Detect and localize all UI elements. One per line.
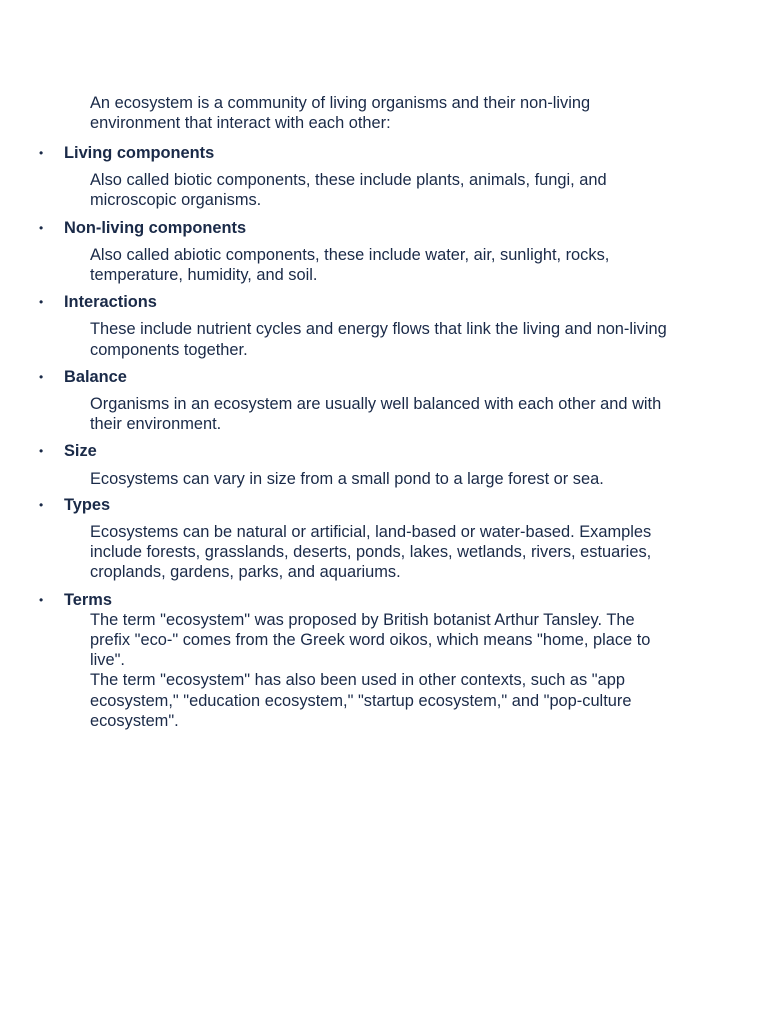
list-item-size <box>0 441 768 488</box>
term-description <box>90 394 670 434</box>
bullet-list <box>0 143 768 731</box>
description-paragraph: Also called abiotic components, these include water, air, sunlight, rocks, temperature, humidity, and soil. <box>90 245 610 285</box>
term-heading: Living components <box>64 144 215 162</box>
description-paragraph: The term "ecosystem" has also been used in other contexts, such as "app ecosystem," "education ecosystem," "startup ecosystem," and "pop-culture ecosystem". <box>90 671 632 730</box>
bullet-icon: • <box>39 497 44 512</box>
description-paragraph: Organisms in an ecosystem are usually well balanced with each other and with their environment. <box>90 395 662 434</box>
intro-paragraph: An ecosystem is a community of living organisms and their non-living environment that interact with each other: <box>90 94 591 133</box>
list-item-types <box>0 495 768 583</box>
description-paragraph: These include nutrient cycles and energy flows that link the living and non-living components together. <box>90 320 667 359</box>
list-item-terms <box>0 590 768 731</box>
description-paragraph: Also called biotic components, these include plants, animals, fungi, and microscopic organisms. <box>90 171 607 210</box>
bullet-icon: • <box>39 369 44 384</box>
term-description <box>90 319 670 359</box>
list-item-balance <box>0 367 768 435</box>
term-heading: Interactions <box>64 293 157 312</box>
term-description <box>90 170 670 210</box>
term-heading: Size <box>64 442 97 461</box>
bullet-icon: • <box>39 295 44 310</box>
bullet-icon: • <box>39 220 44 235</box>
description-paragraph: Ecosystems can be natural or artificial, land-based or water-based. Examples include forests, grasslands, deserts, ponds, lakes, wetlands, rivers, estuaries, croplands, gardens, parks, and aquariums. <box>90 523 652 582</box>
bullet-icon: • <box>39 592 44 607</box>
list-item-interactions <box>0 292 768 360</box>
term-heading: Non-living components <box>64 218 247 237</box>
term-heading: Terms <box>64 590 112 609</box>
bullet-icon: • <box>39 444 44 459</box>
bullet-icon: • <box>39 146 44 160</box>
term-description <box>90 469 670 489</box>
term-heading: Balance <box>64 367 127 386</box>
term-description <box>90 610 670 731</box>
term-description <box>90 522 670 583</box>
description-paragraph: The term "ecosystem" was proposed by British botanist Arthur Tansley. The prefix "eco-" comes from the Greek word oikos, which means "home, place to live". <box>90 610 651 670</box>
term-heading: Types <box>64 495 111 514</box>
term-description <box>90 245 670 285</box>
list-item-non-living-components <box>0 218 768 286</box>
description-paragraph: Ecosystems can vary in size from a small pond to a large forest or sea. <box>90 469 604 488</box>
list-item-living-components <box>0 143 768 211</box>
